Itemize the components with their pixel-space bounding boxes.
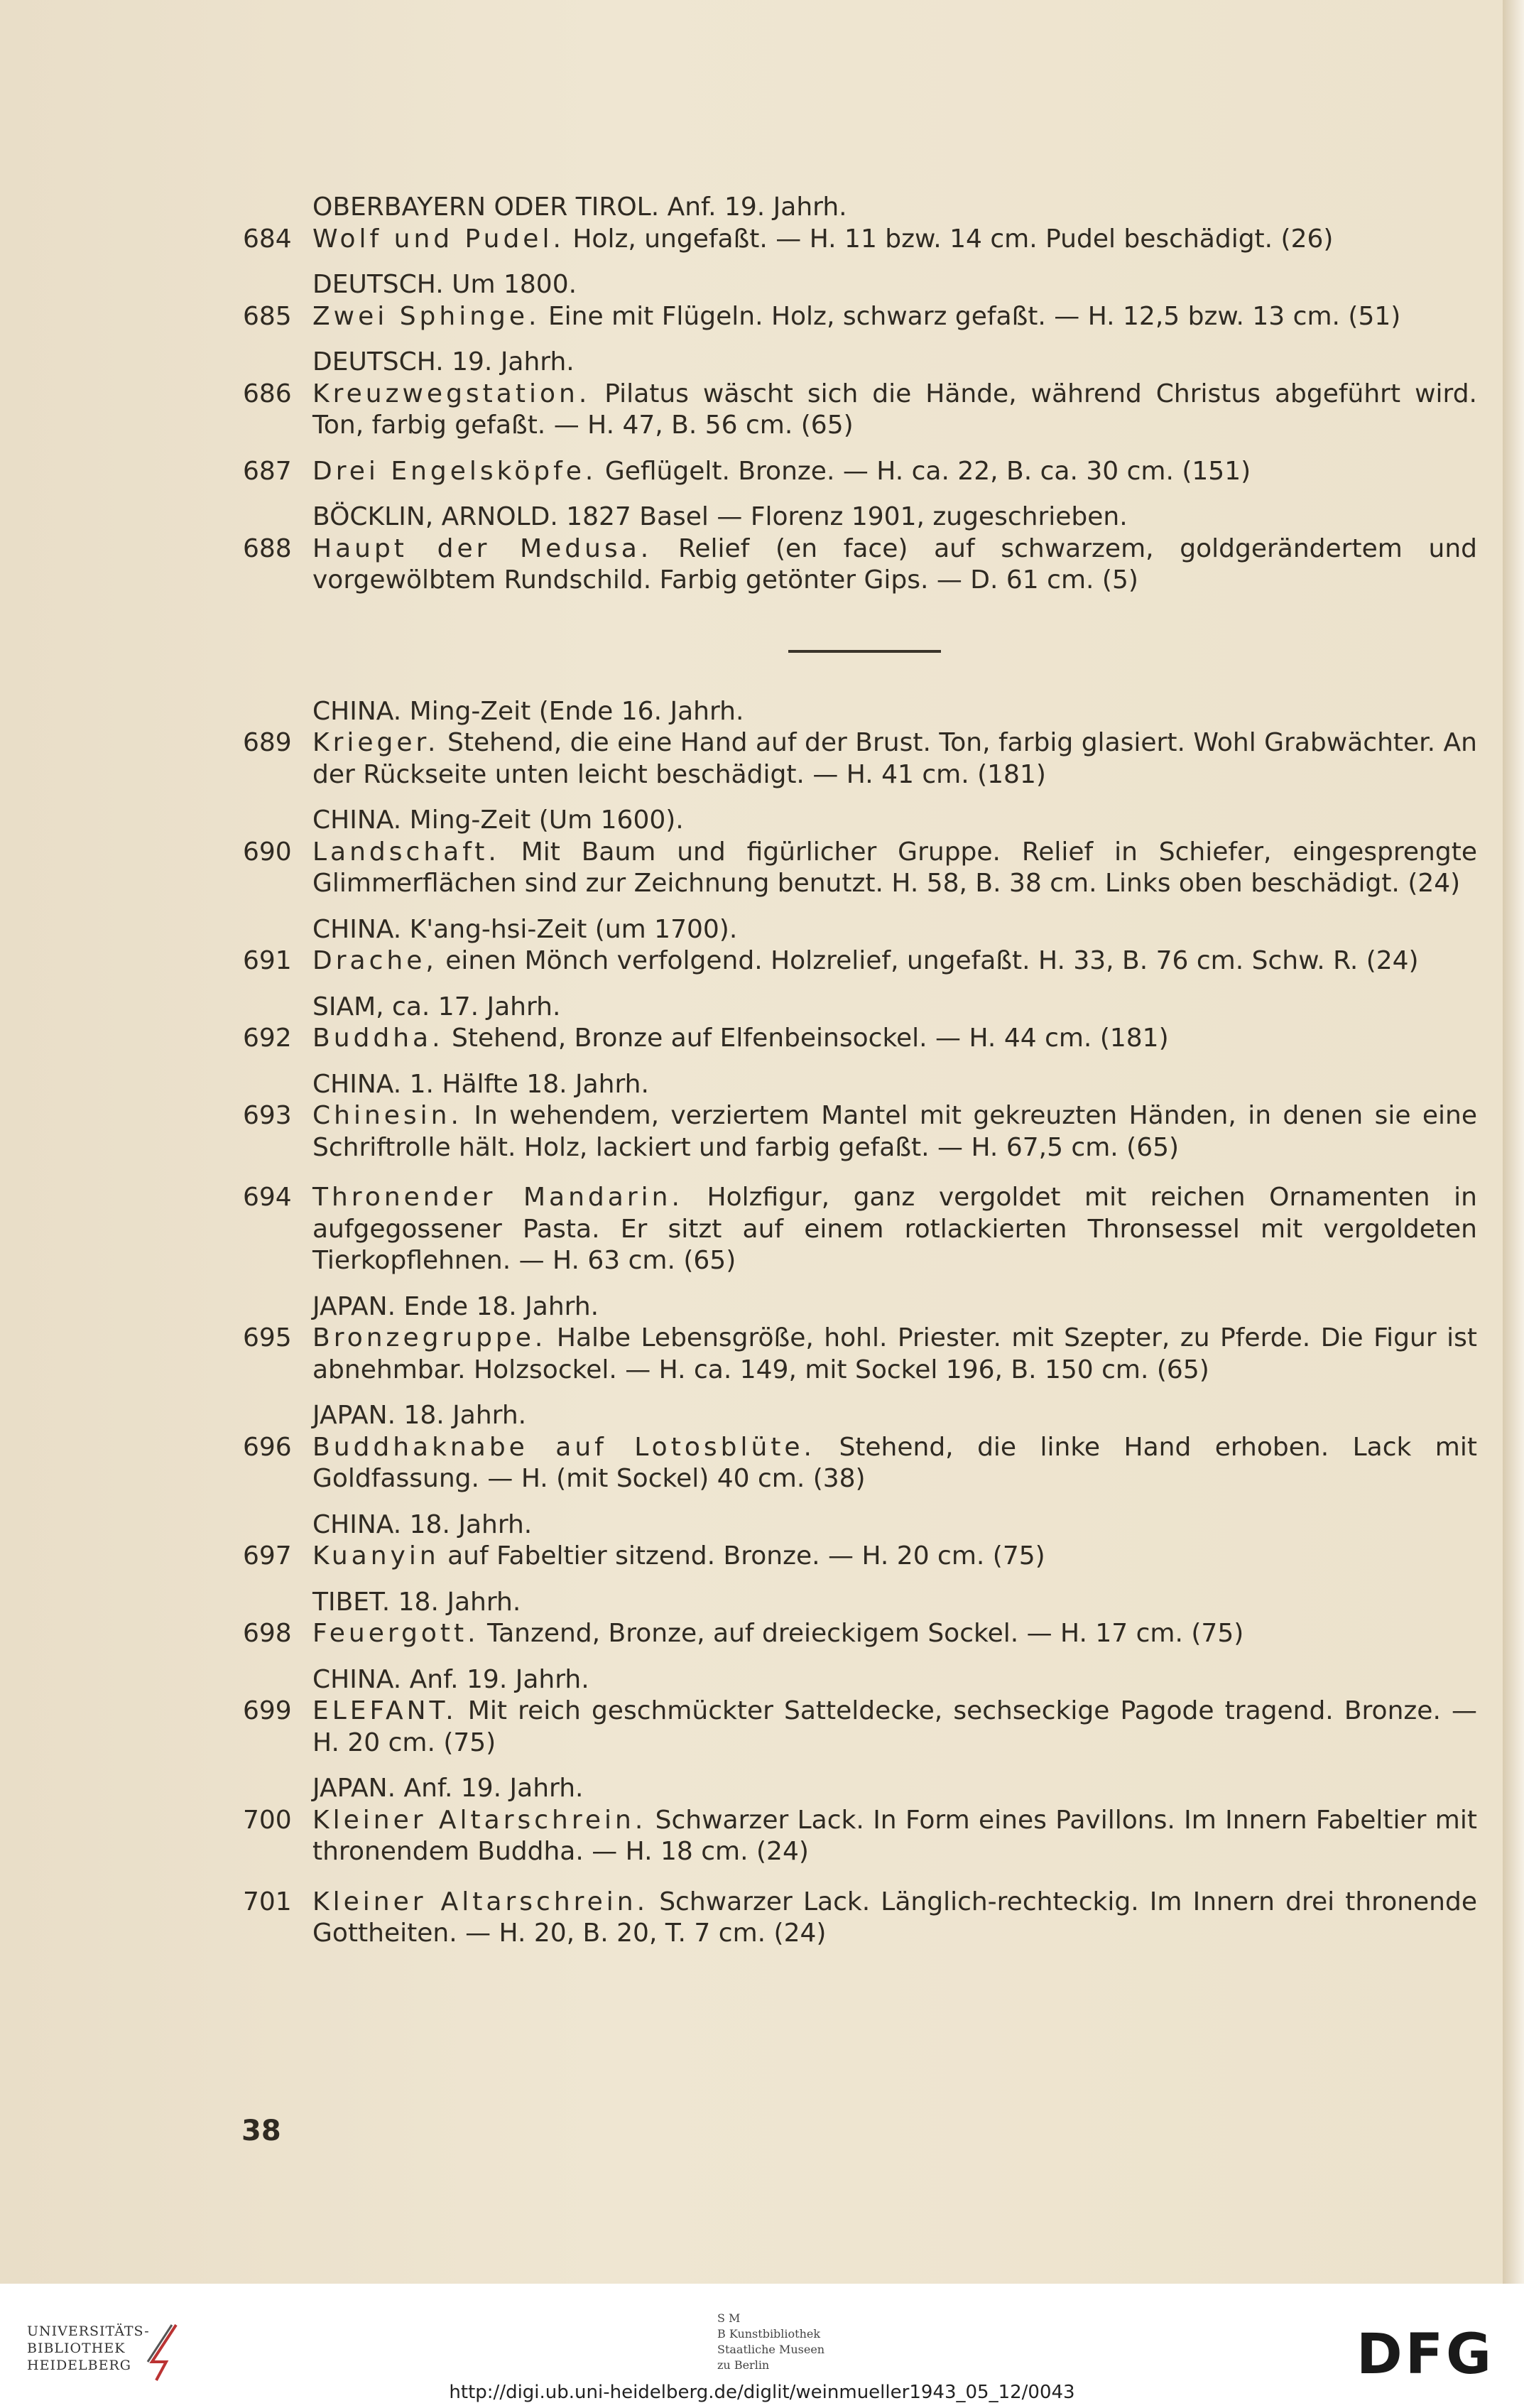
group-header: TIBET. 18. Jahrh. [312,1587,521,1617]
catalog-group [234,456,1477,488]
lot-description: Stehend, die eine Hand auf der Brust. Ton, farbig glasiert. Wohl Grabwächter. An der Rückseite unten leicht beschädigt. — H. 41 cm. (181) [312,728,1478,789]
lot-title: Bronzegruppe. [312,1323,547,1352]
catalog-entry [234,379,1477,442]
lot-number: 695 [243,1323,292,1352]
group-header: DEUTSCH. 19. Jahrh. [312,347,575,376]
catalog-group [234,347,1477,442]
dfg-logo[interactable]: DFG [1356,2323,1495,2387]
smb-kunstbibliothek-logo[interactable] [717,2311,824,2373]
group-header: JAPAN. Anf. 19. Jahrh. [312,1774,584,1803]
lot-number: 684 [243,224,292,254]
catalog-entry [234,1182,1477,1277]
lot-description: auf Fabeltier sitzend. Bronze. — H. 20 cm. (75) [447,1541,1045,1571]
catalog-group [234,805,1477,900]
lot-description: Mit Baum und figürlicher Gruppe. Relief in Schiefer, eingesprengte Glimmerflächen sind zur Zeichnung benutzt. H. 58, B. 38 cm. Links oben beschädigt. (24) [312,837,1477,898]
catalog-group [234,1400,1477,1495]
group-header: OBERBAYERN ODER TIROL. Anf. 19. Jahrh. [312,192,847,222]
lot-title: Chinesin. [312,1101,462,1130]
lot-title: Kleiner Altarschrein. [312,1805,647,1835]
catalog-entry [234,1805,1477,1868]
group-header: CHINA. Ming-Zeit (Um 1600). [312,806,684,835]
catalog-group [234,914,1477,977]
group-header: CHINA. 1. Hälfte 18. Jahrh. [312,1069,649,1099]
group-header: SIAM, ca. 17. Jahrh. [312,992,561,1021]
group-header: DEUTSCH. Um 1800. [312,270,577,299]
source-url[interactable]: http://digi.ub.uni-heidelberg.de/diglit/weinmueller1943_05_12/0043 [449,2382,1075,2403]
group-header: CHINA. K'ang-hsi-Zeit (um 1700). [312,914,738,944]
lot-title: Kreuzwegstation. [312,379,591,408]
library-line: UNIVERSITÄTS- [27,2323,150,2339]
catalog-entry [234,456,1477,488]
sm-line: S M [717,2311,741,2325]
catalog-group [234,1291,1477,1387]
lot-description: Holz, ungefaßt. — H. 11 bzw. 14 cm. Pudel beschädigt. (26) [572,224,1334,254]
catalog-group [234,1069,1477,1277]
lot-title: Kuanyin [312,1541,440,1571]
lot-description: Schwarzer Lack. Länglich-rechteckig. Im Innern drei thronende Gottheiten. — H. 20, B. 20, T. 7 cm. (24) [312,1887,1477,1948]
lot-number: 694 [243,1183,292,1212]
catalog-entry [234,727,1477,791]
sm-line: B Kunstbibliothek [717,2327,821,2341]
catalog-group [234,269,1477,332]
lot-number: 698 [243,1619,292,1648]
footer-bar [0,2284,1524,2408]
catalog-group [234,1509,1477,1573]
lot-description: Geflügelt. Bronze. — H. ca. 22, B. ca. 30 cm. (151) [604,456,1251,486]
catalog-group [234,696,1477,791]
lot-number: 687 [243,456,292,486]
lot-description: einen Mönch verfolgend. Holzrelief, ungefaßt. H. 33, B. 76 cm. Schw. R. (24) [445,946,1419,975]
lot-title: Feuergott. [312,1619,479,1648]
lot-description: Tanzend, Bronze, auf dreieckigem Sockel. — H. 17 cm. (75) [487,1619,1244,1648]
lot-description: Mit reich geschmückter Satteldecke, sechseckige Pagode tragend. Bronze. — H. 20 cm. (75) [312,1696,1477,1757]
catalog-group [234,1664,1477,1759]
catalog-entry [234,301,1477,333]
catalog-entry [234,1887,1477,1950]
lot-description: Stehend, die linke Hand erhoben. Lack mit Goldfassung. — H. (mit Sockel) 40 cm. (38) [312,1432,1477,1493]
catalog-group [234,501,1477,597]
library-line: HEIDELBERG [27,2358,131,2373]
lot-number: 688 [243,533,292,563]
sm-line: Staatliche Museen [717,2343,825,2356]
lot-number: 685 [243,301,292,331]
catalog-group [234,1773,1477,1950]
group-header: JAPAN. 18. Jahrh. [312,1401,527,1430]
section-divider-wrap [234,611,1477,696]
lot-title: Haupt der Medusa. [312,533,653,563]
lot-number: 700 [243,1805,292,1835]
lot-title: Drache, [312,946,437,975]
lot-number: 693 [243,1101,292,1130]
catalog-entry [234,1100,1477,1164]
lot-title: Drei Engelsköpfe. [312,456,597,486]
catalog-group [234,992,1477,1055]
group-header: CHINA. Ming-Zeit (Ende 16. Jahrh. [312,696,744,726]
section-divider [788,650,941,653]
sm-line: zu Berlin [717,2358,770,2372]
lot-number: 699 [243,1696,292,1725]
page-number: 38 [241,2115,281,2147]
lot-description: Eine mit Flügeln. Holz, schwarz gefaßt. — H. 12,5 bzw. 13 cm. (51) [548,301,1401,331]
library-line: BIBLIOTHEK [27,2341,126,2356]
lot-description: Schwarzer Lack. In Form eines Pavillons. Im Innern Fabeltier mit thronendem Buddha. — H. 18 cm. (24) [312,1805,1477,1866]
lot-title: Zwei Sphinge. [312,301,540,331]
library-mark-icon [142,2319,185,2383]
lot-title: Kleiner Altarschrein. [312,1887,649,1916]
group-header: JAPAN. Ende 18. Jahrh. [312,1291,599,1321]
lot-description: Stehend, Bronze auf Elfenbeinsockel. — H. 44 cm. (181) [452,1024,1169,1053]
catalog-entry [234,1618,1477,1650]
lot-title: Buddhaknabe auf Lotosblüte. [312,1432,815,1462]
lot-number: 691 [243,946,292,975]
lot-description: In wehendem, verziertem Mantel mit gekreuzten Händen, in denen sie eine Schriftrolle hält. Holz, lackiert und farbig gefaßt. — H. 67,5 cm. (65) [312,1101,1477,1162]
lot-number: 697 [243,1541,292,1571]
group-header: CHINA. Anf. 19. Jahrh. [312,1664,589,1694]
catalog-section-european [234,192,1477,597]
lot-number: 696 [243,1432,292,1462]
catalog-content [234,192,1477,1964]
lot-description: Pilatus wäscht sich die Hände, während Christus abgeführt wird. Ton, farbig gefaßt. — H. 47, B. 56 cm. (65) [312,379,1477,440]
lot-title: ELEFANT. [312,1696,457,1725]
group-header: BÖCKLIN, ARNOLD. 1827 Basel — Florenz 1901, zugeschrieben. [312,502,1128,531]
lot-description: Halbe Lebensgröße, hohl. Priester. mit Szepter, zu Pferde. Die Figur ist abnehmbar. Holzsockel. — H. ca. 149, mit Sockel 196, B. 150 cm. (65) [312,1323,1477,1384]
lot-number: 701 [243,1887,292,1916]
catalog-entry [234,1323,1477,1386]
lot-title: Krieger. [312,728,440,757]
lot-number: 686 [243,379,292,408]
catalog-entry [234,837,1477,900]
lot-description: Relief (en face) auf schwarzem, goldgerändertem und vorgewölbtem Rundschild. Farbig getönter Gips. — D. 61 cm. (5) [312,533,1477,595]
catalog-entry [234,224,1477,256]
page-edge [1503,0,1524,2284]
catalog-entry [234,1541,1477,1573]
catalog-entry [234,945,1477,977]
lot-title: Landschaft. [312,837,500,867]
lot-title: Buddha. [312,1024,444,1053]
lot-number: 689 [243,728,292,757]
catalog-group [234,192,1477,255]
lot-title: Wolf und Pudel. [312,224,565,254]
catalog-entry [234,1696,1477,1759]
catalog-section-asian [234,696,1477,1950]
lot-description: Holzfigur, ganz vergoldet mit reichen Ornamenten in aufgegossener Pasta. Er sitzt auf einem rotlackierten Thronsessel mit vergoldeten Tierkopflehnen. — H. 63 cm. (65) [312,1183,1477,1275]
group-header: CHINA. 18. Jahrh. [312,1509,533,1539]
catalog-entry [234,1023,1477,1055]
lot-number: 692 [243,1024,292,1053]
catalog-entry [234,1432,1477,1495]
catalog-group [234,1587,1477,1650]
lot-title: Thronender Mandarin. [312,1183,683,1212]
lot-number: 690 [243,837,292,867]
university-library-logo[interactable] [27,2323,150,2374]
catalog-entry [234,533,1477,597]
